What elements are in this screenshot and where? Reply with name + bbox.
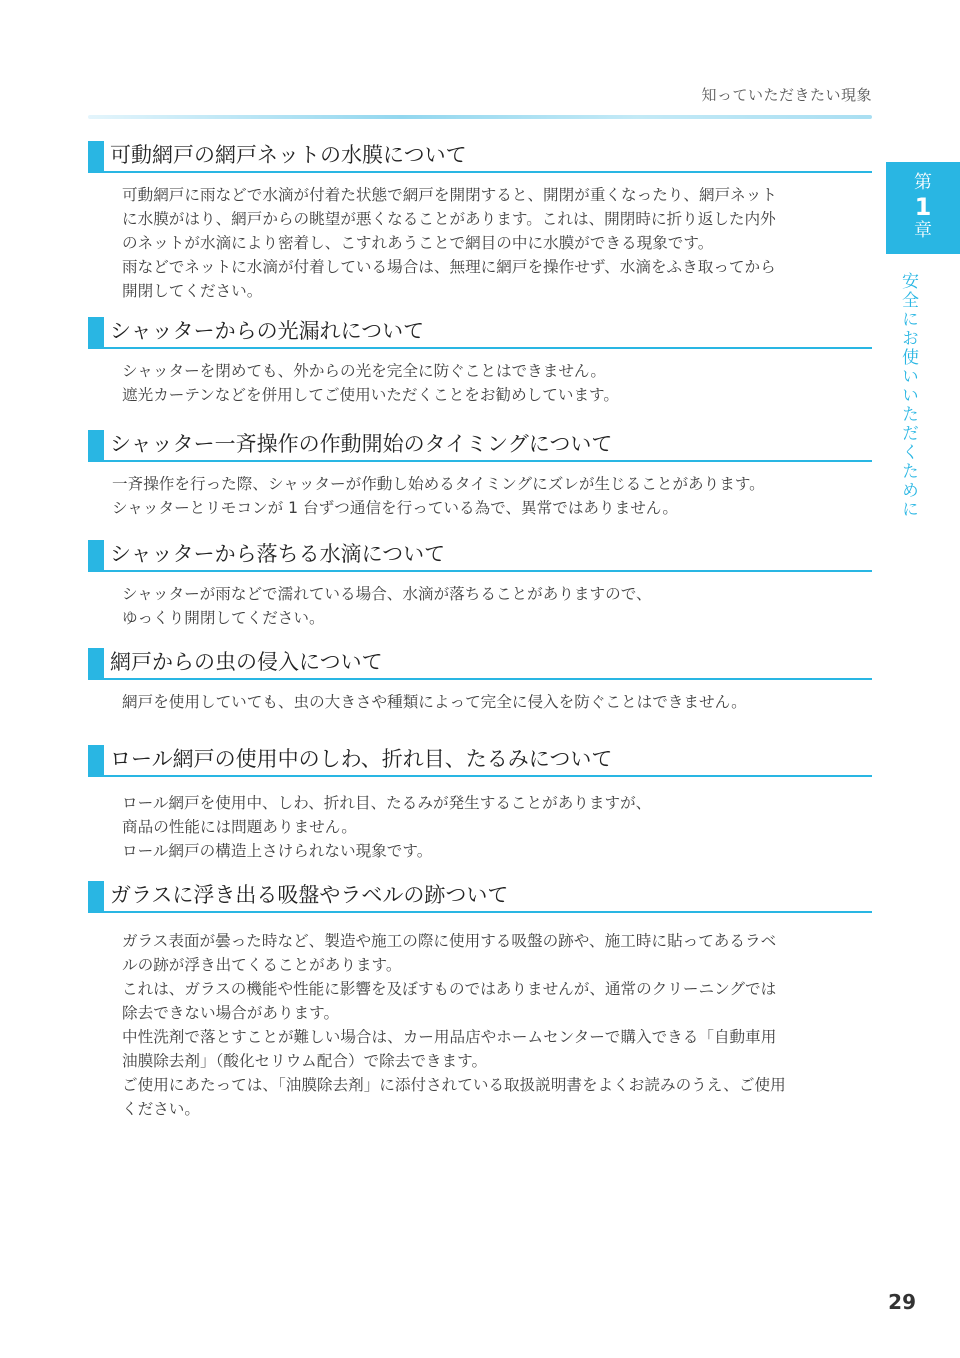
section-body bbox=[122, 791, 874, 863]
body-line: ください。 bbox=[122, 1100, 200, 1118]
section-title: 網戸からの虫の侵入について bbox=[110, 650, 383, 674]
body-line: シャッターを閉めても、外からの光を完全に防ぐことはできません。 bbox=[122, 362, 607, 380]
heading-bar bbox=[88, 881, 104, 911]
section-heading bbox=[88, 881, 872, 913]
header-rule bbox=[88, 115, 872, 119]
running-header: 知っていただきたい現象 bbox=[701, 86, 872, 104]
body-line: に水膜がはり、網戸からの眺望が悪くなることがあります。これは、開閉時に折り返した内外 bbox=[122, 210, 776, 228]
section-body bbox=[122, 690, 874, 714]
body-line: ゆっくり開閉してください。 bbox=[122, 609, 325, 627]
section-roll-screen-wrinkles bbox=[88, 745, 872, 863]
body-line: 遮光カーテンなどを併用してご使用いただくことをお勧めしています。 bbox=[122, 386, 619, 404]
section-title: ガラスに浮き出る吸盤やラベルの跡ついて bbox=[110, 883, 509, 907]
body-line: 商品の性能には問題ありません。 bbox=[122, 818, 357, 836]
section-title: シャッター一斉操作の作動開始のタイミングについて bbox=[110, 432, 613, 456]
heading-bar bbox=[88, 540, 104, 570]
body-line: 油膜除去剤」（酸化セリウム配合）で除去できます。 bbox=[122, 1052, 488, 1070]
body-line: 開閉してください。 bbox=[122, 282, 263, 300]
section-heading bbox=[88, 540, 872, 572]
heading-bar bbox=[88, 648, 104, 678]
section-shutter-water-drops bbox=[88, 540, 872, 630]
section-title: ロール網戸の使用中のしわ、折れ目、たるみについて bbox=[110, 747, 613, 771]
section-title: シャッターから落ちる水滴について bbox=[110, 542, 446, 566]
section-title: 可動網戸の網戸ネットの水膜について bbox=[110, 143, 467, 167]
body-line: シャッターとリモコンが 1 台ずつ通信を行っている為で、異常ではありません。 bbox=[112, 499, 678, 517]
heading-bar bbox=[88, 141, 104, 171]
chapter-title: 安全にお使いいただくために bbox=[898, 272, 918, 519]
section-screen-water-film bbox=[88, 141, 872, 303]
body-line: これは、ガラスの機能や性能に影響を及ぼすものではありませんが、通常のクリーニングでは bbox=[122, 980, 777, 998]
section-body bbox=[112, 472, 864, 520]
page-number: 29 bbox=[888, 1290, 916, 1314]
body-line: シャッターが雨などで濡れている場合、水滴が落ちることがありますので、 bbox=[122, 585, 652, 603]
section-glass-marks bbox=[88, 881, 872, 1121]
body-line: ロール網戸の構造上さけられない現象です。 bbox=[122, 842, 433, 860]
body-line: のネットが水滴により密着し、こすれあうことで網目の中に水膜ができる現象です。 bbox=[122, 234, 714, 252]
section-body bbox=[122, 183, 874, 303]
section-shutter-light-leak bbox=[88, 317, 872, 407]
body-line: 中性洗剤で落とすことが難しい場合は、カー用品店やホームセンターで購入できる「自動車用 bbox=[122, 1028, 777, 1046]
section-body bbox=[122, 582, 874, 630]
section-body bbox=[122, 929, 874, 1121]
chapter-tab bbox=[886, 162, 960, 254]
body-line: 網戸を使用していても、虫の大きさや種類によって完全に侵入を防ぐことはできません。 bbox=[122, 693, 747, 711]
section-shutter-timing bbox=[88, 430, 872, 520]
heading-bar bbox=[88, 430, 104, 460]
chapter-number: 1 bbox=[914, 193, 932, 221]
chapter-prefix: 第 bbox=[914, 172, 932, 193]
heading-bar bbox=[88, 317, 104, 347]
section-heading bbox=[88, 317, 872, 349]
body-line: ルの跡が浮き出てくることがあります。 bbox=[122, 956, 402, 974]
chapter-suffix: 章 bbox=[914, 220, 932, 241]
heading-bar bbox=[88, 745, 104, 775]
body-line: ご使用にあたっては、「油膜除去剤」に添付されている取扱説明書をよくお読みのうえ、ご使用 bbox=[122, 1076, 786, 1094]
section-heading bbox=[88, 141, 872, 173]
body-line: ロール網戸を使用中、しわ、折れ目、たるみが発生することがありますが、 bbox=[122, 794, 652, 812]
section-title: シャッターからの光漏れについて bbox=[110, 319, 425, 343]
body-line: ガラス表面が曇った時など、製造や施工の際に使用する吸盤の跡や、施工時に貼ってあるラベ bbox=[122, 932, 777, 950]
section-heading bbox=[88, 745, 872, 777]
section-insect-entry bbox=[88, 648, 872, 714]
body-line: 雨などでネットに水滴が付着している場合は、無理に網戸を操作せず、水滴をふき取ってから bbox=[122, 258, 776, 276]
section-body bbox=[122, 359, 874, 407]
section-heading bbox=[88, 430, 872, 462]
body-line: 一斉操作を行った際、シャッターが作動し始めるタイミングにズレが生じることがあります。 bbox=[112, 475, 765, 493]
body-line: 除去できない場合があります。 bbox=[122, 1004, 340, 1022]
section-heading bbox=[88, 648, 872, 680]
body-line: 可動網戸に雨などで水滴が付着た状態で網戸を開閉すると、開閉が重くなったり、網戸ネット bbox=[122, 186, 777, 204]
